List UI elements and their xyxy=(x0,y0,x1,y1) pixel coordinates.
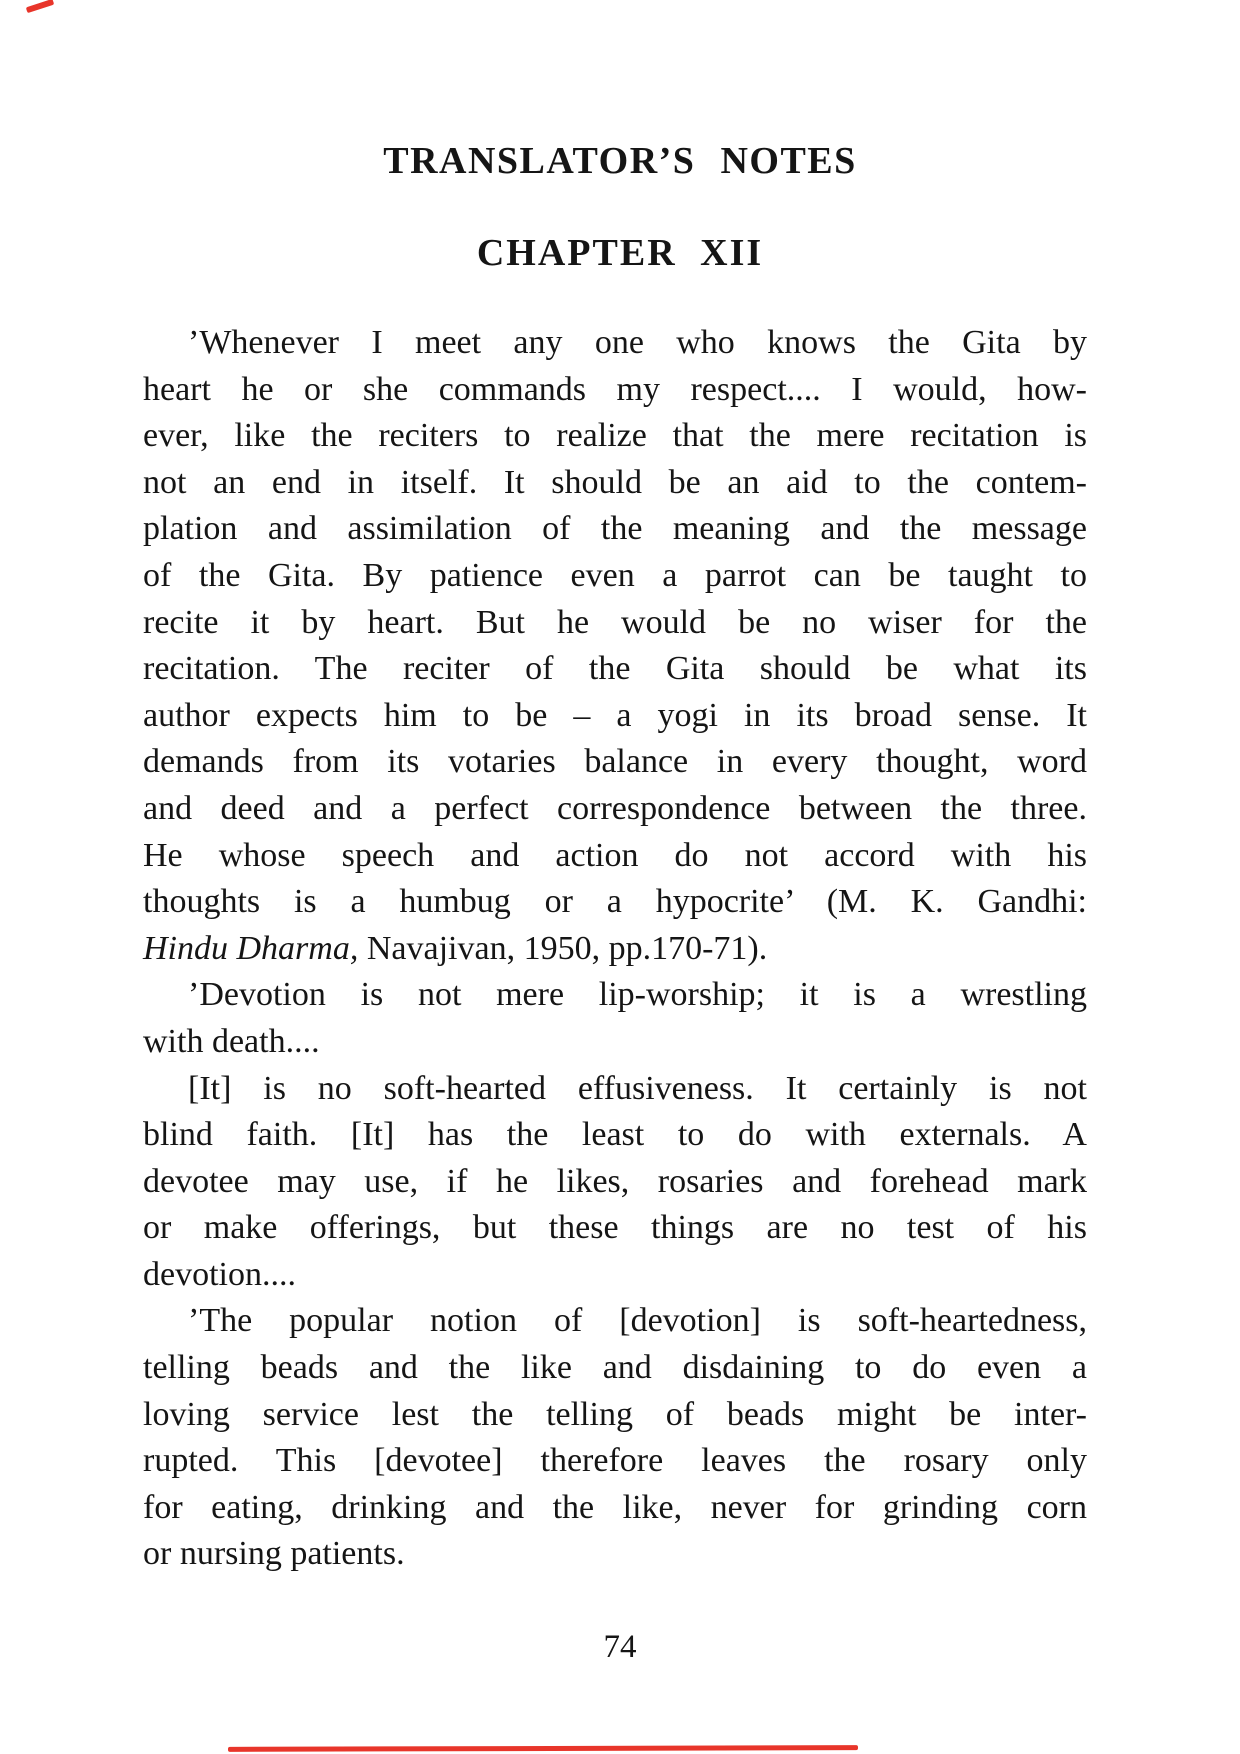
chapter-heading: CHAPTER XII xyxy=(476,232,764,274)
text-line: of the Gita. By patience even a parrot can be taught to xyxy=(143,556,1087,594)
text-line: recite it by heart. But he would be no wiser for the xyxy=(143,603,1087,641)
text-line: He whose speech and action do not accord with his xyxy=(143,836,1087,874)
text-line: rupted. This [devotee] therefore leaves the rosary only xyxy=(143,1442,1087,1480)
text-line: author expects him to be – a yogi in its broad sense. It xyxy=(143,696,1087,734)
text-line: demands from its votaries balance in every thought, word xyxy=(143,743,1087,781)
text-line: thoughts is a humbug or a hypocrite’ (M. K. Gandhi: xyxy=(143,883,1087,921)
text-line: ’Devotion is not mere lip-worship; it is a wrestling xyxy=(188,976,1087,1014)
red-scribble-mark xyxy=(26,0,54,13)
text-line: and deed and a perfect correspondence between the three. xyxy=(143,789,1087,827)
text-line: with death.... xyxy=(143,1022,320,1060)
text-line: loving service lest the telling of beads might be inter- xyxy=(143,1395,1087,1433)
text-line: Hindu Dharma, Navajivan, 1950, pp.170-71). xyxy=(143,929,768,967)
text-line: blind faith. [It] has the least to do with externals. A xyxy=(143,1116,1087,1154)
text-line: recitation. The reciter of the Gita should be what its xyxy=(143,650,1087,688)
text-line: for eating, drinking and the like, never for grinding corn xyxy=(143,1488,1087,1526)
text-line: devotee may use, if he likes, rosaries and forehead mark xyxy=(143,1162,1087,1200)
text-line: ever, like the reciters to realize that the mere recitation is xyxy=(143,417,1087,455)
text-line: plation and assimilation of the meaning and the message xyxy=(143,510,1087,548)
page-title: TRANSLATOR’S NOTES xyxy=(383,140,857,182)
text-line: or make offerings, but these things are no test of his xyxy=(143,1209,1087,1247)
text-line: heart he or she commands my respect.... I would, how- xyxy=(143,370,1087,408)
text-line: telling beads and the like and disdaining to do even a xyxy=(143,1349,1087,1387)
text-line: ’The popular notion of [devotion] is soft-heartedness, xyxy=(188,1302,1087,1340)
page-number: 74 xyxy=(603,1629,637,1665)
text-line: devotion.... xyxy=(143,1255,296,1293)
text-line: not an end in itself. It should be an aid to the contem- xyxy=(143,463,1087,501)
text-line: ’Whenever I meet any one who knows the Gita by xyxy=(188,324,1087,361)
body-text xyxy=(143,320,1087,1578)
text-line: or nursing patients. xyxy=(143,1535,405,1573)
text-line: [It] is no soft-hearted effusiveness. It certainly is not xyxy=(188,1069,1087,1107)
red-underline-mark xyxy=(228,1745,858,1752)
